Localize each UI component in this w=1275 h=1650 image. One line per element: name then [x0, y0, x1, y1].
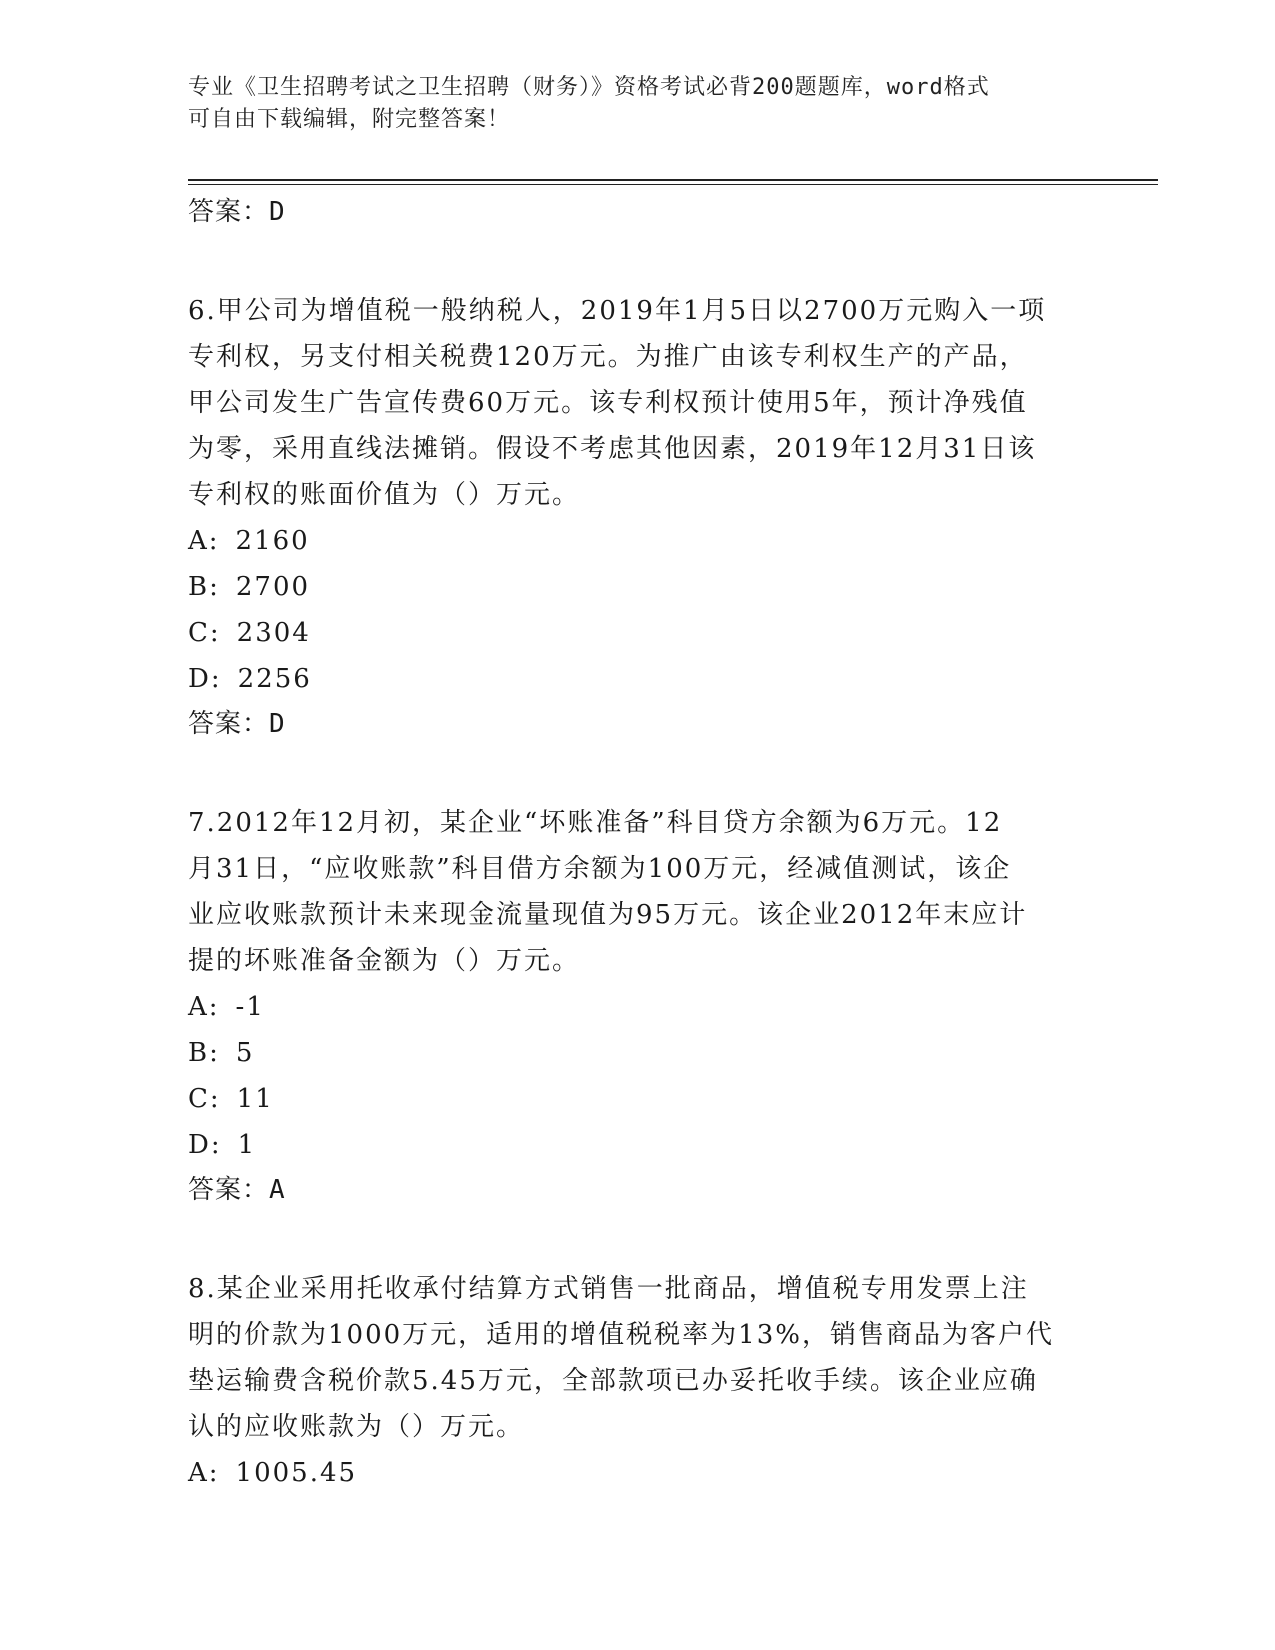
question-text-line: 提的坏账准备金额为（）万元。 [188, 946, 581, 976]
document-header [188, 72, 1088, 136]
answer-value: D [269, 709, 286, 739]
option-value: 1005.45 [235, 1458, 358, 1488]
answer-label: 答案： [188, 709, 270, 739]
header-divider-thin [188, 184, 1158, 185]
question-6 [188, 288, 1088, 746]
option-a [188, 984, 1088, 1030]
header-divider-thick [188, 179, 1158, 181]
option-value: 2256 [237, 664, 312, 694]
answer-line [188, 190, 1088, 234]
option-value: 2304 [236, 618, 311, 648]
option-value: 5 [235, 1038, 255, 1068]
document-body [188, 190, 1088, 1496]
option-value: 1 [237, 1130, 257, 1160]
question-7 [188, 800, 1088, 1212]
option-c [188, 610, 1088, 656]
option-b [188, 1030, 1088, 1076]
option-d [188, 656, 1088, 702]
option-value: -1 [235, 992, 265, 1022]
question-text-line: 认的应收账款为（）万元。 [188, 1412, 525, 1442]
option-key: C: [188, 1084, 221, 1114]
option-c [188, 1076, 1088, 1122]
question-text-line: 为零，采用直线法摊销。假设不考虑其他因素，2019年12月31日该 [188, 434, 1037, 464]
answer-value: D [269, 197, 286, 227]
question-text-line: 6.甲公司为增值税一般纳税人，2019年1月5日以2700万元购入一项 [188, 296, 1047, 326]
question-text-line: 月31日，“应收账款”科目借方余额为100万元，经减值测试，该企 [188, 854, 1012, 884]
option-b [188, 564, 1088, 610]
option-value: 11 [236, 1084, 274, 1114]
question-text-line: 7.2012年12月初，某企业“坏账准备”科目贷方余额为6万元。12 [188, 808, 1003, 838]
question-text-line: 垫运输费含税价款5.45万元，全部款项已办妥托收手续。该企业应确 [188, 1366, 1038, 1396]
option-key: B: [188, 1038, 220, 1068]
question-8 [188, 1266, 1088, 1496]
option-a [188, 1450, 1088, 1496]
answer-line [188, 1168, 1088, 1212]
option-key: D: [188, 1130, 222, 1160]
header-line-1: 专业《卫生招聘考试之卫生招聘（财务）》资格考试必背200题题库，word格式 [188, 75, 990, 100]
option-key: C: [188, 618, 221, 648]
question-text-line: 明的价款为1000万元，适用的增值税税率为13%，销售商品为客户代 [188, 1320, 1054, 1350]
answer-line [188, 702, 1088, 746]
answer-value: A [269, 1175, 286, 1205]
option-key: A: [188, 526, 220, 556]
option-d [188, 1122, 1088, 1168]
option-key: D: [188, 664, 222, 694]
question-text-line: 业应收账款预计未来现金流量现值为95万元。该企业2012年末应计 [188, 900, 1028, 930]
option-a [188, 518, 1088, 564]
option-value: 2700 [235, 572, 311, 602]
question-text-line: 甲公司发生广告宣传费60万元。该专利权预计使用5年，预计净残值 [188, 388, 1028, 418]
answer-label: 答案： [188, 1175, 270, 1205]
question-text-line: 8.某企业采用托收承付结算方式销售一批商品，增值税专用发票上注 [188, 1274, 1029, 1304]
option-key: B: [188, 572, 220, 602]
header-line-2: 可自由下载编辑，附完整答案！ [188, 107, 511, 132]
option-key: A: [188, 992, 220, 1022]
option-value: 2160 [235, 526, 310, 556]
answer-label: 答案： [188, 197, 270, 227]
question-text-line: 专利权，另支付相关税费120万元。为推广由该专利权生产的产品， [188, 342, 1028, 372]
question-text-line: 专利权的账面价值为（）万元。 [188, 480, 581, 510]
option-key: A: [188, 1458, 220, 1488]
